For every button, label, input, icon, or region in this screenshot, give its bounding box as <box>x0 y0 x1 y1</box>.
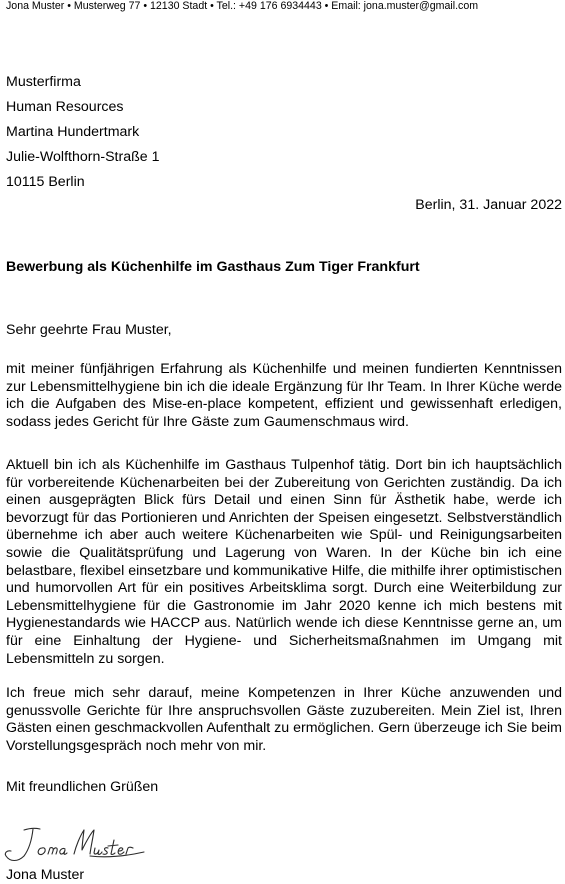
signer-name: Jona Muster <box>6 867 85 883</box>
sender-address-line: Jona Muster • Musterweg 77 • 12130 Stadt • Tel.: +49 176 6934443 • Email: jona.muster@gmail.com <box>6 0 479 12</box>
recipient-address-block <box>6 70 160 195</box>
salutation: Sehr geehrte Frau Muster, <box>6 322 172 338</box>
closing-phrase: Mit freundlichen Grüßen <box>6 779 159 795</box>
recipient-company: Musterfirma <box>6 74 81 90</box>
recipient-street: Julie-Wolfthorn-Straße 1 <box>6 149 160 165</box>
body-paragraph-2: Aktuell bin ich als Küchenhilfe im Gasthaus Tulpenhof tätig. Dort bin ich hauptsächlich für vorbereitende Küchenarbeiten bei der Zubereitung von Gerichten zuständig. Da ich einen ausgeprägten Blick fürs Detail und einen Sinn für Ästhetik habe, werde ich bevorzugt für das Portionieren und Anrichten der Speisen eingesetzt. Selbstverständlich übernehme ich aber auch weitere Küchenarbeiten wie Spül- und Reinigungsarbeiten sowie die Qualitätsprüfung und Lagerung von Waren. In der Küche bin ich eine belastbare, flexibel einsetzbare und kommunikative Hilfe, die mithilfe ihrer optimistischen und humorvollen Art für ein positives Arbeitsklima sorgt. Durch eine Weiterbildung zur Lebensmittelhygiene für die Gastronomie im Jahr 2020 kenne ich mich bestens mit Hygienestandards wie HACCP aus. Natürlich wende ich diese Kenntnisse gerne an, um für eine Einhaltung der Hygiene- und Sicherheitsmaßnahmen im Umgang mit Lebensmitteln zu sorgen. <box>6 457 562 667</box>
recipient-contact: Martina Hundertmark <box>6 124 140 140</box>
letter-date: Berlin, 31. Januar 2022 <box>415 197 562 213</box>
recipient-department: Human Resources <box>6 99 124 115</box>
recipient-city: 10115 Berlin <box>6 174 85 190</box>
letter-subject: Bewerbung als Küchenhilfe im Gasthaus Zum Tiger Frankfurt <box>6 259 420 275</box>
body-paragraph-1: mit meiner fünfjährigen Erfahrung als Küchenhilfe und meinen fundierten Kenntnissen zur Lebensmittelhygiene bin ich die ideale Ergänzung für Ihr Team. In Ihrer Küche werde ich die Aufgaben des Mise-en-place kompetent, effizient und gewissenhaft erledigen, sodass jedes Gericht für Ihre Gäste zum Gaumenschmaus wird. <box>6 361 562 430</box>
body-paragraph-3: Ich freue mich sehr darauf, meine Kompetenzen in Ihrer Küche anzuwenden und genussvolle Gerichte für Ihre anspruchsvollen Gäste zuzubereiten. Mein Ziel ist, Ihren Gästen einen geschmackvollen Aufenthalt zu ermöglichen. Gern überzeuge ich Sie beim Vorstellungsgespräch noch mehr von mir. <box>6 685 562 754</box>
handwritten-signature <box>2 818 152 868</box>
